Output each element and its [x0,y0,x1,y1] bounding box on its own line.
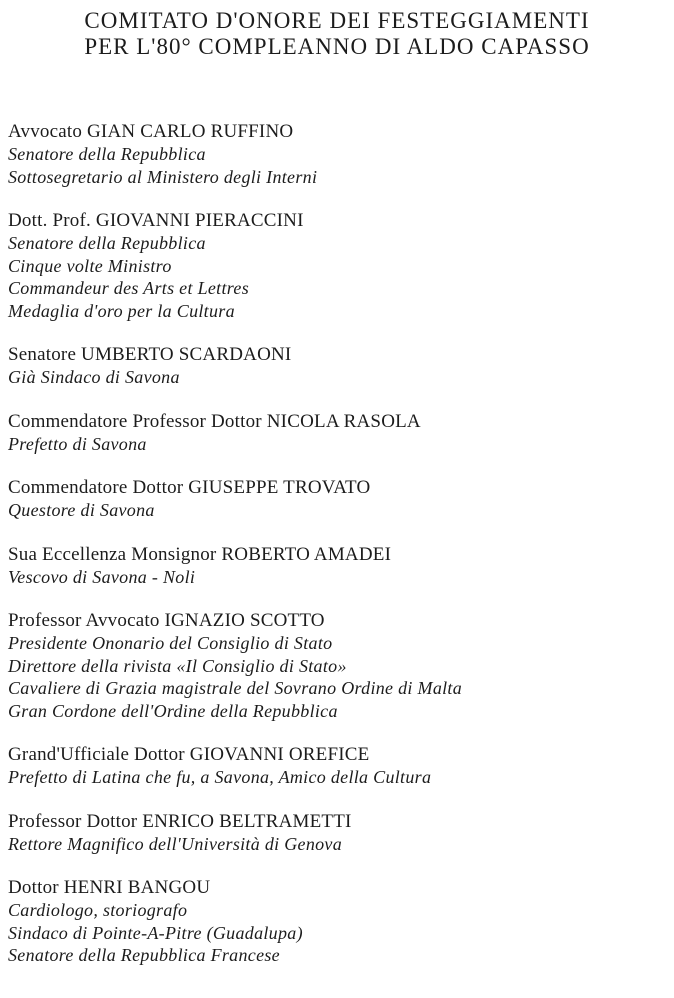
member-role: Gran Cordone dell'Ordine della Repubblica [8,700,338,721]
member-role: Senatore della Repubblica [8,144,206,164]
member-name-line [8,609,670,632]
committee-member [8,209,670,322]
member-role: Direttore della rivista «Il Consiglio di Stato» [8,655,347,676]
committee-member [8,810,670,856]
member-role: Presidente Ononario del Consiglio di Stato [8,633,333,653]
committee-member [8,120,670,188]
member-title-prefix: Professor Avvocato [8,610,160,631]
member-role: Sottosegretario al Ministero degli Interni [8,166,318,187]
member-title-prefix: Dottor [8,877,59,898]
member-name-line [8,343,670,366]
member-title-prefix: Sua Eccellenza Monsignor [8,543,217,565]
member-role: Senatore della Repubblica [8,233,206,253]
member-title-prefix: Senatore [8,344,77,365]
committee-member [8,609,670,722]
committee-member [8,343,670,389]
committee-list [8,120,670,967]
member-title-prefix: Grand'Ufficiale Dottor [8,744,185,765]
member-role: Prefetto di Latina che fu, a Savona, Amico della Cultura [8,767,432,787]
member-title-prefix: Commendatore Professor Dottor [8,410,262,432]
member-name: GIAN CARLO RUFFINO [87,121,294,142]
member-role: Commandeur des Arts et Lettres [8,278,249,298]
member-role: Già Sindaco di Savona [8,367,180,387]
member-name: GIUSEPPE TROVATO [188,477,371,498]
member-role: Cavaliere di Grazia magistrale del Sovrano Ordine di Malta [8,678,463,698]
member-role: Cinque volte Ministro [8,255,172,276]
member-name-line [8,876,670,899]
title-line-1: COMITATO D'ONORE DEI FESTEGGIAMENTI [84,8,590,33]
member-name-line [8,209,670,232]
member-name-line [8,543,670,566]
member-name-line [8,410,670,433]
page-title [0,8,674,60]
committee-member [8,743,670,789]
member-name: GIOVANNI PIERACCINI [95,210,304,231]
member-title-prefix: Professor Dottor [8,810,138,832]
committee-member [8,410,670,456]
committee-member [8,876,670,967]
member-role: Vescovo di Savona - Noli [8,566,196,587]
member-name: UMBERTO SCARDAONI [81,344,292,365]
member-title-prefix: Commendatore Dottor [8,477,184,498]
member-name-line [8,120,670,143]
member-name-line [8,810,670,833]
committee-member [8,543,670,589]
member-role: Sindaco di Pointe-A-Pitre (Guadalupa) [8,922,303,943]
member-name-line [8,476,670,499]
member-title-prefix: Dott. Prof. [8,210,91,231]
member-name: HENRI BANGOU [63,877,211,898]
committee-member [8,476,670,522]
member-name-line [8,743,670,766]
member-name: IGNAZIO SCOTTO [164,610,325,631]
member-name: GIOVANNI OREFICE [189,744,370,765]
member-name: ROBERTO AMADEI [221,543,392,565]
member-role: Cardiologo, storiografo [8,900,188,920]
title-line-2: PER L'80° COMPLEANNO DI ALDO CAPASSO [84,34,590,59]
member-role: Questore di Savona [8,500,155,520]
member-role: Rettore Magnifico dell'Università di Genova [8,833,343,854]
member-title-prefix: Avvocato [8,121,83,142]
member-role: Medaglia d'oro per la Cultura [8,300,235,321]
member-name: ENRICO BELTRAMETTI [142,810,352,832]
member-name: NICOLA RASOLA [266,410,421,432]
member-role: Prefetto di Savona [8,433,147,454]
member-role: Senatore della Repubblica Francese [8,945,280,965]
